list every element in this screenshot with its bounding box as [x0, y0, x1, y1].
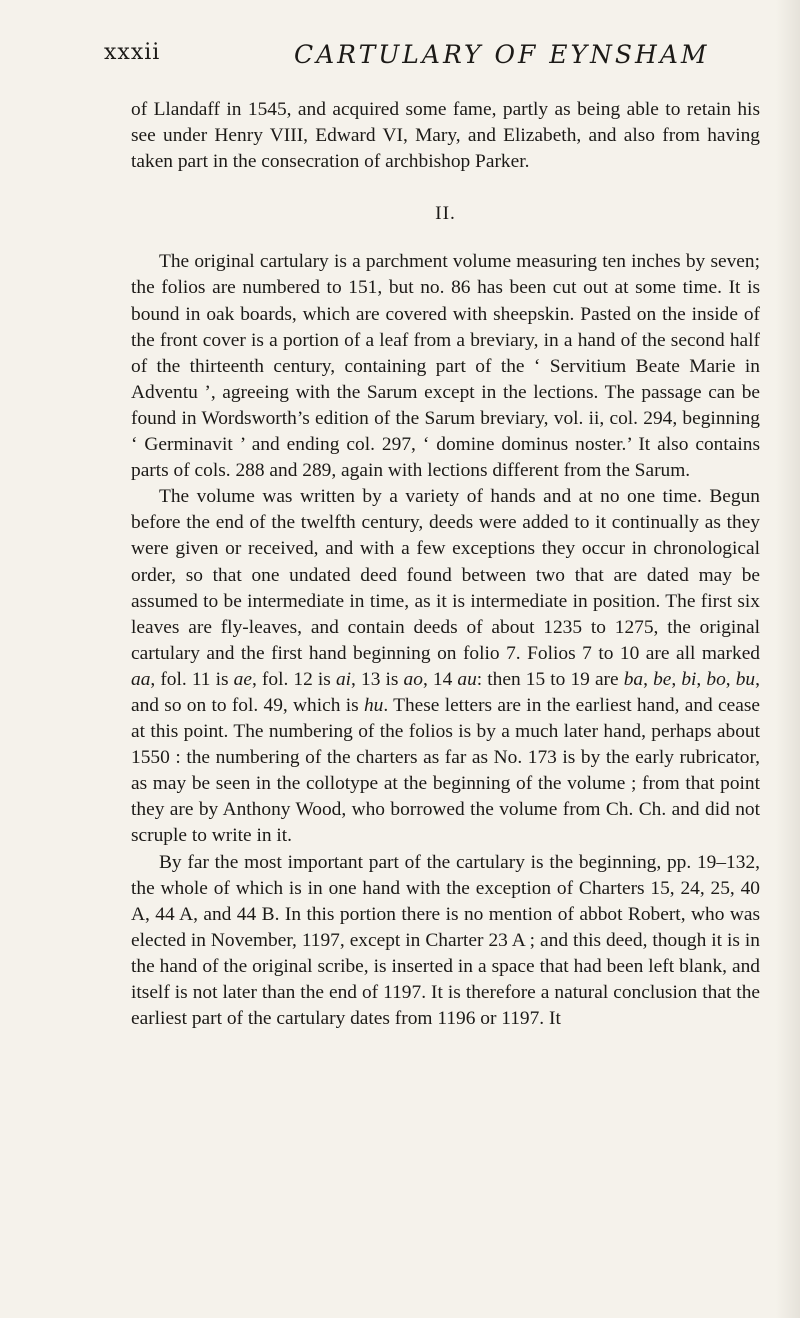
paragraph-continued: of Llandaff in 1545, and acquired some fame, partly as being able to retain his see under Henry VIII, Edward VI, Mary, and Elizabeth, and also from having taken part in the consecration of archbishop Parker. — [131, 99, 760, 173]
page-edge-shadow — [776, 0, 800, 1318]
paragraph-original-cartulary: The original cartulary is a parchment volume measuring ten inches by seven; the folios are numbered to 151, but no. 86 has been cut out at some time. It is bound in oak boards, which are covered with sheepskin. Pasted on the inside of the front cover is a portion of a leaf from a breviary, in a hand of the second half of the thirteenth century, containing part of the ‘ Servitium Beate Marie in Adventu ’, agreeing with the Sarum except in the lections. The passage can be found in Wordsworth’s edition of the Sarum breviary, vol. ii, col. 294, beginning ‘ Germinavit ’ and ending col. 297, ‘ domine dominus noster.’ It also contains parts of cols. 288 and 289, again with lections different from the Sarum. — [131, 251, 760, 482]
paragraph-volume-hands: The volume was written by a variety of hands and at no one time. Begun before the end of the twelfth century, deeds were added to it continually as they were given or received, and with a few exceptions they occur in chronological order, so that one undated deed found between two that are dated may be assumed to be intermediate in time, as it is intermediate in position. The first six leaves are fly-leaves, and contain deeds of about 1235 to 1275, the original cartulary and the first hand beginning on folio 7. Folios 7 to 10 are all marked aa, fol. 11 is ae, fol. 12 is ai, 13 is ao, 14 au: then 15 to 19 are ba, be, bi, bo, bu, and so on to fol. 49, which is hu. These letters are in the earliest hand, and cease at this point. The numbering of the folios is by a much later hand, perhaps about 1550 : the numbering of the charters as far as No. 173 is by the early rubricator, as may be seen in the collotype at the beginning of the volume ; from that point they are by Anthony Wood, who borrowed the volume from Ch. Ch. and did not scruple to write in it. — [131, 486, 760, 847]
running-title: CARTULARY OF EYNSHAM — [294, 40, 710, 69]
body-text — [131, 97, 760, 1032]
paragraph-important-part: By far the most important part of the cartulary is the beginning, pp. 19–132, the whole of which is in one hand with the exception of Charters 15, 24, 25, 40 A, 44 A, and 44 B. In this portion there is no mention of abbot Robert, who was elected in November, 1197, except in Charter 23 A ; and this deed, though it is in the hand of the original scribe, is inserted in a space that had been left blank, and itself is not later than the end of 1197. It is therefore a natural conclusion that the earliest part of the cartulary dates from 1196 or 1197. It — [131, 851, 760, 1030]
page-number: xxxii — [104, 40, 161, 65]
section-heading: II. — [435, 203, 456, 225]
page-header — [104, 40, 762, 80]
